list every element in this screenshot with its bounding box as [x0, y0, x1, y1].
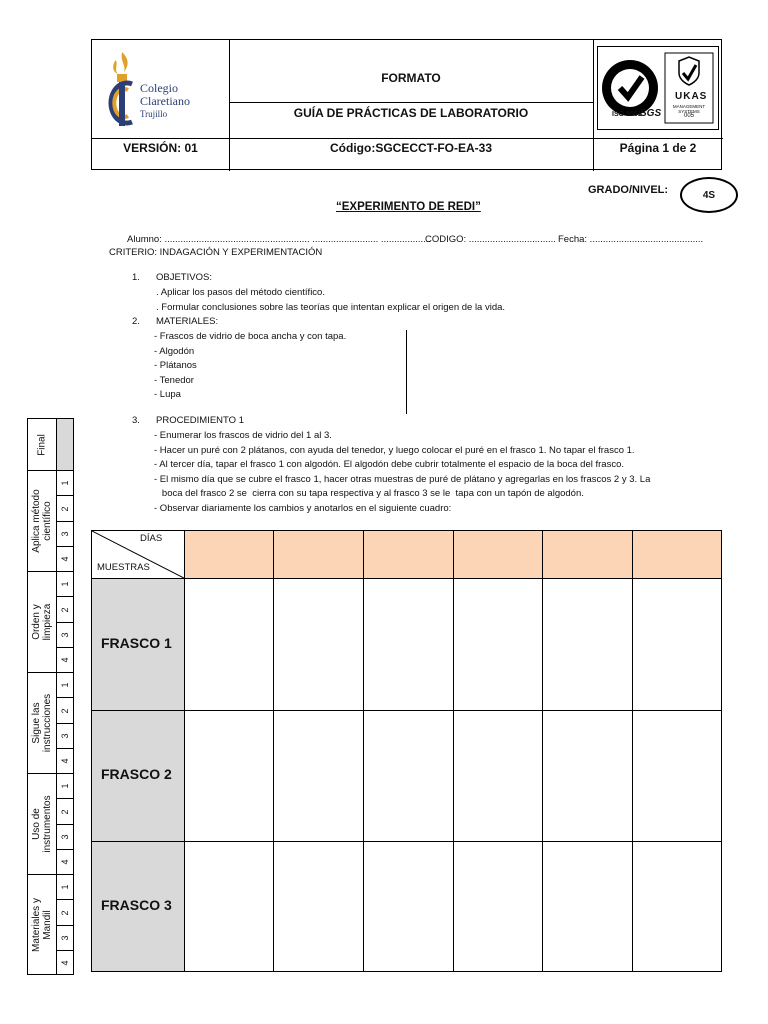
observation-cell[interactable]	[274, 711, 363, 841]
procedimiento-item: - Hacer un puré con 2 plátanos, con ayuda del tenedor, y luego colocar el puré en el frasco 1. No tapar el frasco 1.	[154, 445, 635, 456]
torch-icon	[102, 48, 142, 134]
observation-cell[interactable]	[633, 842, 721, 971]
rubric-score-2[interactable]: 2	[57, 596, 73, 622]
ukas-label: UKAS	[675, 91, 708, 102]
rubric-final-label: Final	[28, 419, 57, 470]
procedimiento-item: - Al tercer día, tapar el frasco 1 con algodón. El algodón debe cubrir totalmente el espacio de la boca del frasco.	[154, 459, 625, 470]
observation-cell[interactable]	[185, 579, 273, 710]
page-number: Página 1 de 2	[619, 141, 697, 155]
objetivo-item: . Aplicar los pasos del método científico.	[156, 287, 325, 298]
observation-cell[interactable]	[633, 579, 721, 710]
rubric-score-1[interactable]: 1	[60, 884, 70, 890]
rubric-score-4[interactable]: 4	[57, 546, 73, 572]
day-header-cell[interactable]	[274, 532, 363, 578]
rubric-criterion-label: Aplica método científico	[28, 470, 57, 571]
alumno-field: Alumno: ....................................................... ......................... ...................	[127, 234, 432, 245]
procedimiento-item: - El mismo día que se cubre el frasco 1, hacer otras muestras de puré de plátano y agregarlas en los frascos 2 y 3. La	[154, 474, 651, 485]
rubric-score-2[interactable]: 2	[57, 798, 73, 824]
rubric-score-1[interactable]: 1	[60, 581, 70, 587]
criterio: CRITERIO: INDAGACIÓN Y EXPERIMENTACIÓN	[109, 247, 323, 258]
frasco-1-label: FRASCO 1	[101, 635, 172, 651]
rubric-score-4[interactable]: 4	[57, 950, 73, 976]
objetivos-title: OBJETIVOS:	[156, 272, 212, 283]
rubric-score-2[interactable]: 2	[57, 495, 73, 521]
observation-cell[interactable]	[543, 579, 632, 710]
logo-line3: Trujillo	[140, 109, 168, 119]
rubric-score-4[interactable]: 4	[57, 748, 73, 774]
day-header-cell[interactable]	[364, 532, 453, 578]
day-header-cell[interactable]	[633, 532, 721, 578]
observation-cell[interactable]	[364, 842, 453, 971]
frasco-3-label: FRASCO 3	[101, 897, 172, 913]
observation-cell[interactable]	[454, 842, 542, 971]
rubric-criterion-label: Materiales y Mandil	[28, 874, 57, 975]
materiales-title: MATERIALES:	[156, 316, 219, 327]
evaluation-rubric	[27, 418, 74, 975]
frasco-2-label: FRASCO 2	[101, 766, 172, 782]
observation-cell[interactable]	[454, 711, 542, 841]
rubric-score-4[interactable]: 4	[57, 849, 73, 875]
material-item: - Frascos de vidrio de boca ancha y con tapa.	[154, 331, 347, 342]
rubric-score-3[interactable]: 3	[57, 925, 73, 951]
observation-cell[interactable]	[364, 579, 453, 710]
observation-cell[interactable]	[543, 711, 632, 841]
day-header-cell[interactable]	[454, 532, 542, 578]
material-item: - Algodón	[154, 346, 195, 357]
rubric-score-3[interactable]: 3	[57, 824, 73, 850]
header-table	[91, 39, 722, 170]
observation-cell[interactable]	[274, 842, 363, 971]
codigo-field: CODIGO: .................................	[425, 234, 556, 245]
muestras-label: MUESTRAS	[97, 562, 150, 573]
sgs-label: SGS	[640, 108, 662, 119]
procedimiento-item: - Enumerar los frascos de vidrio del 1 al 3.	[154, 430, 332, 441]
rubric-score-3[interactable]: 3	[57, 622, 73, 648]
dias-label: DÍAS	[140, 533, 163, 544]
rubric-final-box	[57, 419, 73, 470]
observation-cell[interactable]	[543, 842, 632, 971]
material-item: - Lupa	[154, 389, 181, 400]
rubric-criterion-label: Orden y limpieza	[28, 571, 57, 672]
school-logo	[102, 48, 222, 134]
observation-cell[interactable]	[633, 711, 721, 841]
logo-line1: Colegio	[140, 81, 178, 95]
rubric-score-1[interactable]: 1	[60, 682, 70, 688]
iso-label: ISO 9001	[612, 111, 642, 118]
rubric-score-2[interactable]: 2	[57, 697, 73, 723]
section-number: 2.	[132, 316, 140, 327]
day-header-cell[interactable]	[543, 532, 632, 578]
version: VERSIÓN: 01	[123, 141, 198, 155]
grado-oval	[680, 177, 738, 213]
rubric-score-2[interactable]: 2	[57, 899, 73, 925]
rubric-criterion-label: Uso de instrumentos	[28, 773, 57, 874]
procedimiento-item: boca del frasco 2 se cierra con su tapa respectiva y al frasco 3 se le tapa con un tapón de algodón.	[154, 488, 584, 499]
rubric-score-4[interactable]: 4	[57, 647, 73, 673]
divider-line	[406, 330, 407, 414]
form-title: GUÍA DE PRÁCTICAS DE LABORATORIO	[293, 106, 529, 120]
form-code: Código:SGCECCT-FO-EA-33	[330, 141, 492, 155]
objetivo-item: . Formular conclusiones sobre las teorías que intentan explicar el origen de la vida.	[156, 302, 506, 313]
rubric-score-1[interactable]: 1	[60, 783, 70, 789]
procedimiento-title: PROCEDIMIENTO 1	[156, 415, 244, 426]
observation-cell[interactable]	[454, 579, 542, 710]
ukas-sub: MANAGEMENT SYSTEMS	[672, 104, 706, 114]
section-number: 1.	[132, 272, 140, 283]
grado-label: GRADO/NIVEL:	[588, 184, 669, 196]
procedimiento-item: - Observar diariamente los cambios y anotarlos en el siguiente cuadro:	[154, 503, 452, 514]
rubric-score-1[interactable]: 1	[60, 480, 70, 486]
observation-cell[interactable]	[364, 711, 453, 841]
document-title: “EXPERIMENTO DE REDI”	[336, 201, 481, 213]
certification-seal	[597, 46, 719, 130]
ukas-num: 005	[683, 113, 694, 119]
grado-value: 4S	[702, 190, 716, 201]
rubric-score-3[interactable]: 3	[57, 521, 73, 547]
rubric-criterion-label: Sigue las instrucciones	[28, 672, 57, 773]
section-number: 3.	[132, 415, 140, 426]
logo-line2: Claretiano	[140, 94, 190, 108]
fecha-field: Fecha: ...........................................	[558, 234, 704, 245]
material-item: - Plátanos	[154, 360, 197, 371]
rubric-score-3[interactable]: 3	[57, 723, 73, 749]
observation-cell[interactable]	[185, 711, 273, 841]
material-item: - Tenedor	[154, 375, 194, 386]
observation-cell[interactable]	[185, 842, 273, 971]
form-type: FORMATO	[381, 71, 441, 85]
day-header-cell[interactable]	[185, 532, 273, 578]
observation-cell[interactable]	[274, 579, 363, 710]
observation-table	[91, 530, 722, 972]
